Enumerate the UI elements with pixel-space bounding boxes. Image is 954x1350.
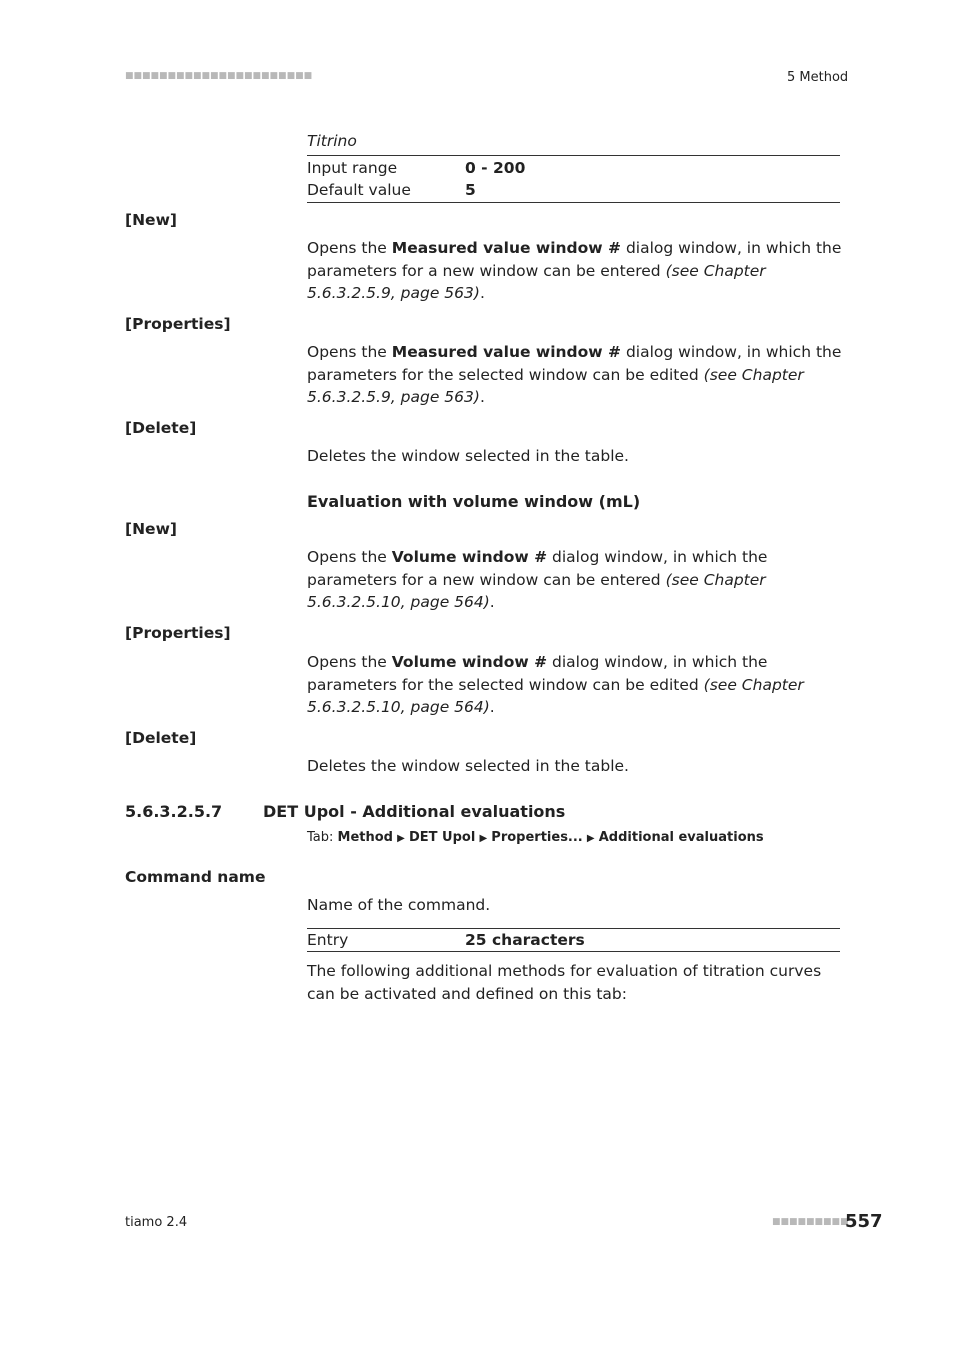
section-number: 5.6.3.2.5.7: [125, 802, 223, 821]
term-command-name: Command name: [125, 868, 266, 886]
page-number: 557: [845, 1211, 883, 1232]
section-title: DET Upol - Additional evaluations: [263, 802, 566, 821]
desc-command-name: Name of the command.: [307, 896, 491, 914]
tab-path: Tab: Method ▶ DET Upol ▶ Properties... ▶ Additional evaluations: [307, 830, 764, 845]
desc-properties: Opens the Measured value window # dialog window, in which the parameters for the selected window can be edited (see Chapter 5.6.3.2.5.9, page 563).: [307, 343, 842, 406]
followup-text: The following additional methods for evaluation of titration curves can be activated and defined on this tab:: [307, 962, 822, 1003]
term-delete: [Delete]: [125, 729, 197, 747]
desc-new: Opens the Volume window # dialog window, in which the parameters for a new window can be entered (see Chapter 5.6.3.2.5.10, page 564).: [307, 548, 768, 611]
table-row: [307, 157, 840, 179]
table-row: [307, 929, 840, 951]
row-value: 5: [465, 181, 476, 199]
desc-delete: Deletes the window selected in the table.: [307, 447, 629, 465]
entry-table: [307, 928, 840, 952]
titrino-table: [307, 155, 840, 203]
subheading: Evaluation with volume window (mL): [307, 492, 641, 511]
term-properties: [Properties]: [125, 315, 231, 333]
row-value: 0 - 200: [465, 159, 526, 177]
term-new: [New]: [125, 211, 177, 229]
row-key: Entry: [307, 931, 349, 949]
term-delete: [Delete]: [125, 419, 197, 437]
row-key: Default value: [307, 181, 411, 199]
term-properties: [Properties]: [125, 624, 231, 642]
row-value: 25 characters: [465, 931, 585, 949]
header-chapter: 5 Method: [787, 70, 849, 85]
header-marker: ■■■■■■■■■■■■■■■■■■■■■■: [125, 71, 313, 81]
footer-marker: ■■■■■■■■■: [772, 1217, 849, 1227]
titrino-label: Titrino: [307, 132, 357, 150]
desc-properties: Opens the Volume window # dialog window, in which the parameters for the selected window can be edited (see Chapter 5.6.3.2.5.10, page 564).: [307, 653, 804, 716]
term-new: [New]: [125, 520, 177, 538]
row-key: Input range: [307, 159, 398, 177]
desc-new: Opens the Measured value window # dialog window, in which the parameters for a new window can be entered (see Chapter 5.6.3.2.5.9, page 563).: [307, 239, 842, 302]
desc-delete: Deletes the window selected in the table.: [307, 757, 629, 775]
footer-product: tiamo 2.4: [125, 1215, 188, 1230]
table-row: [307, 179, 840, 201]
